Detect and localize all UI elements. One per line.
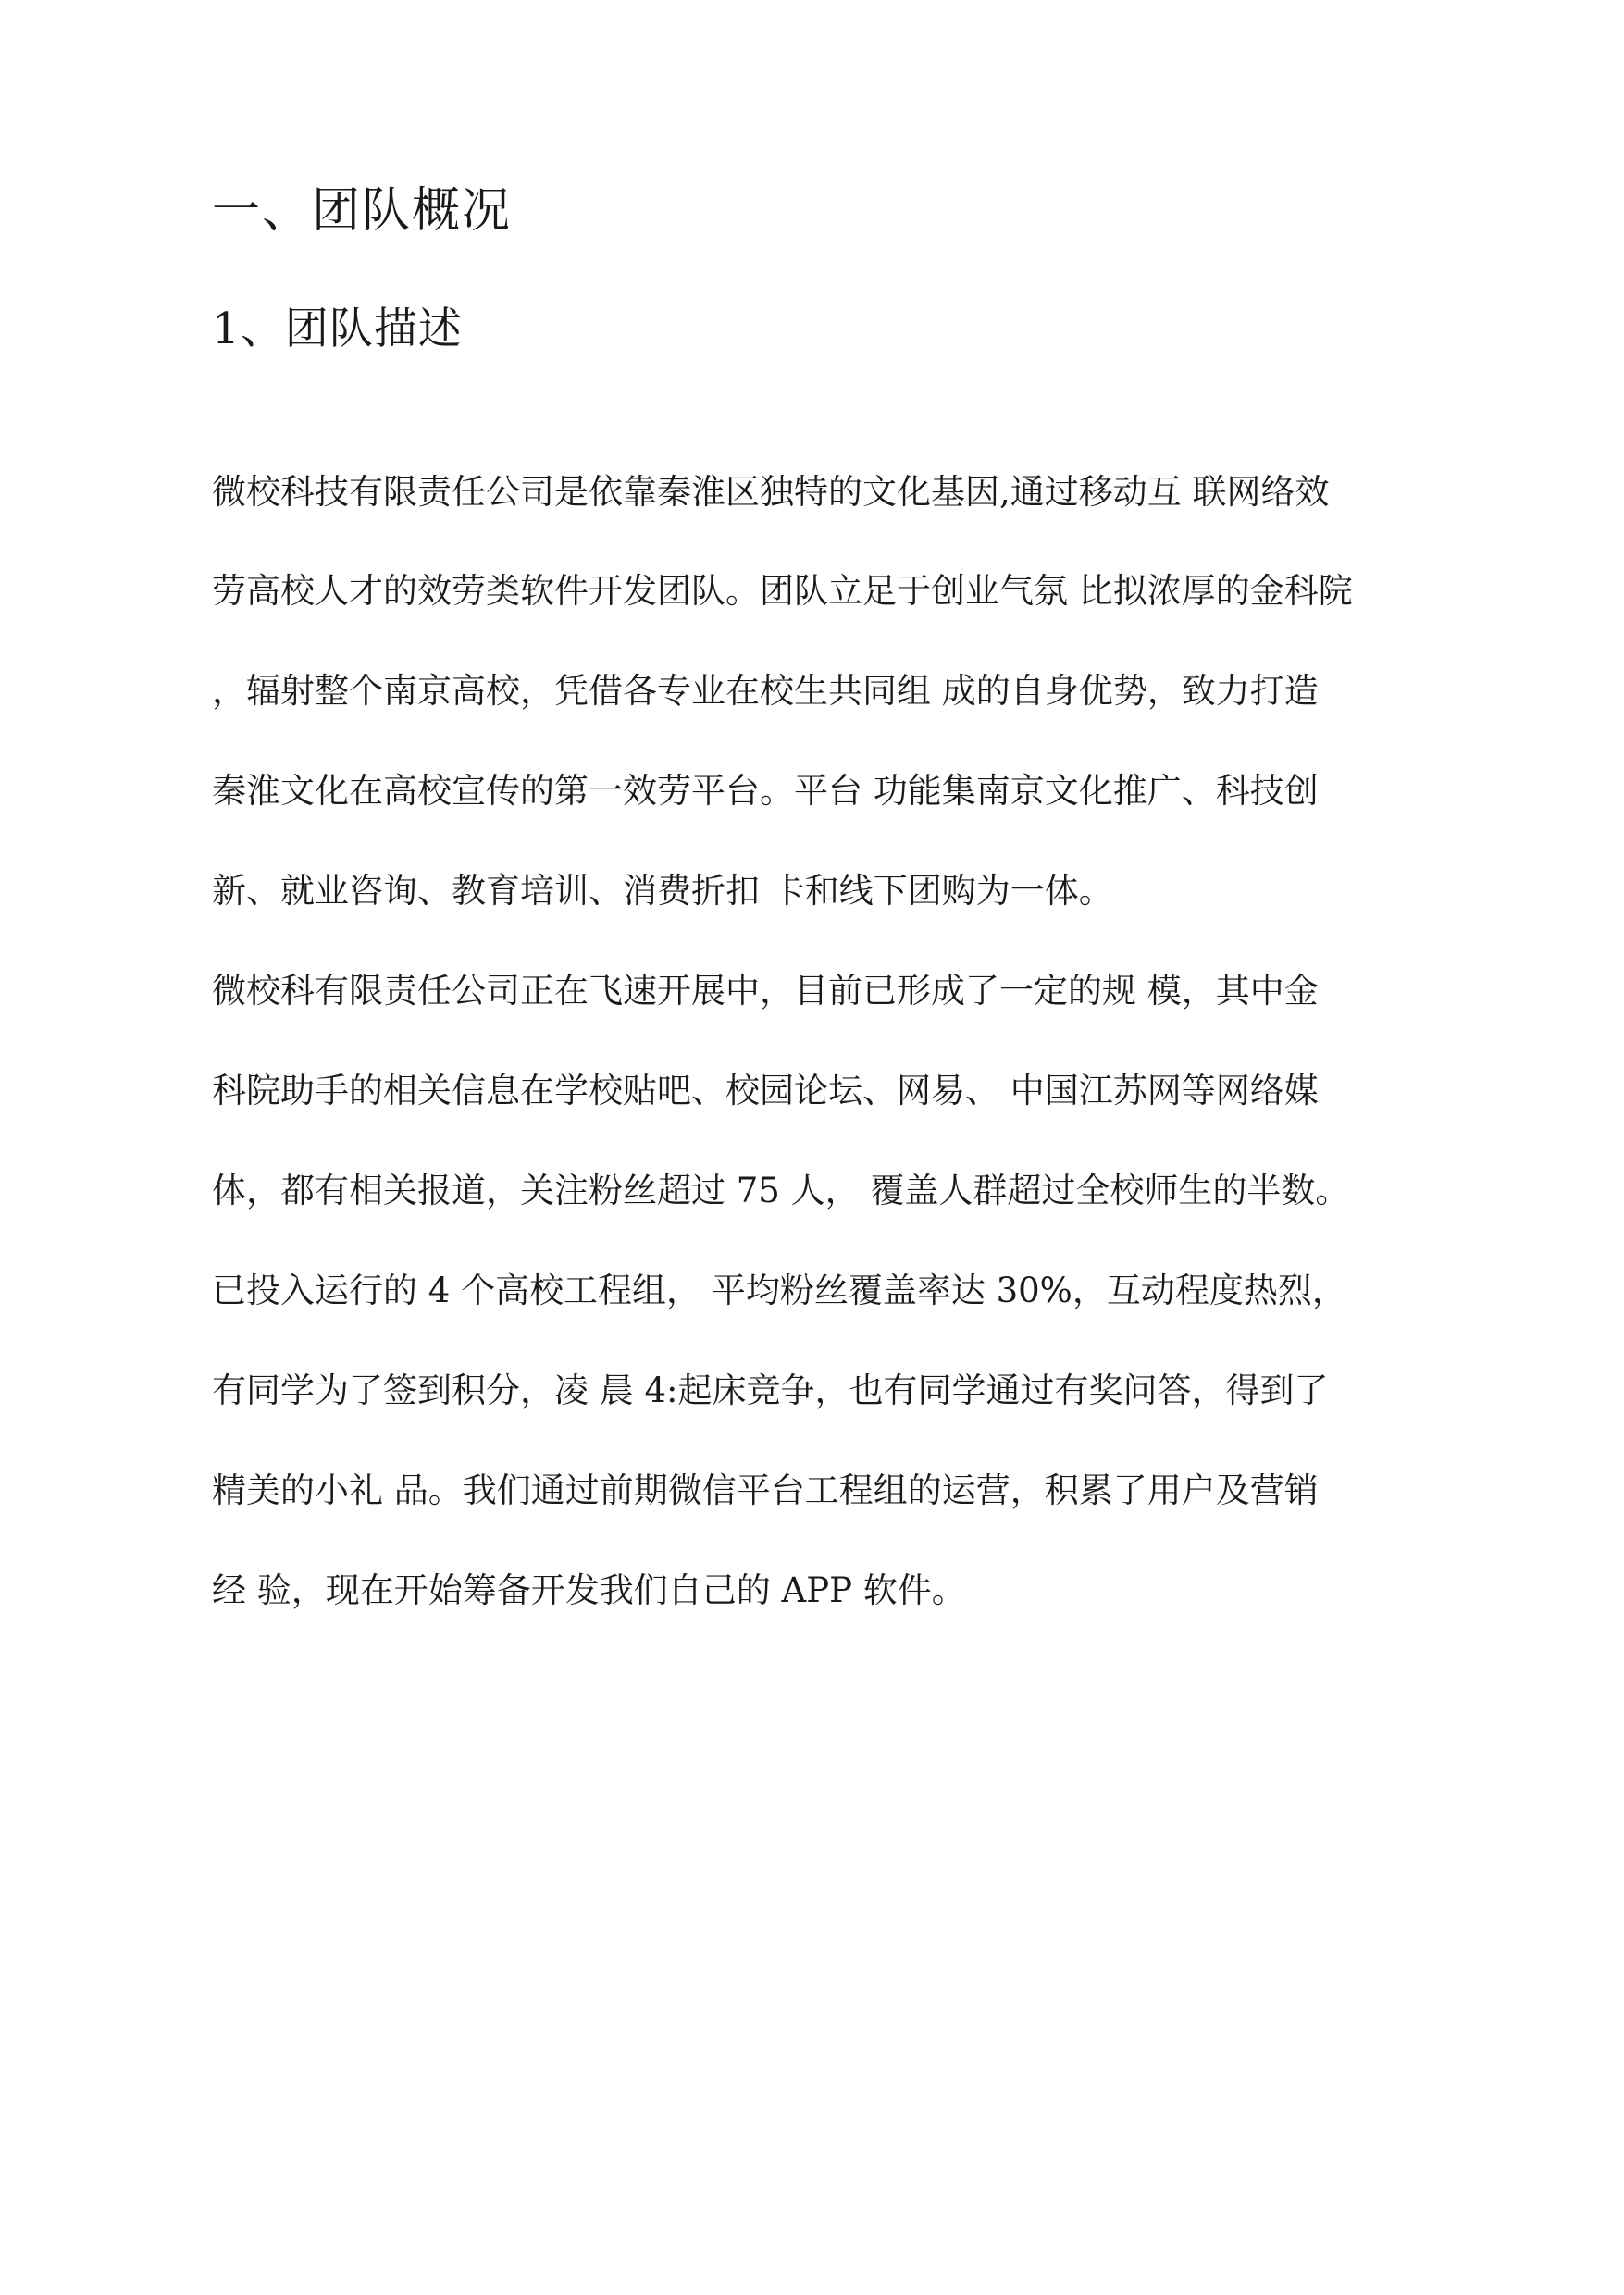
paragraph-line: 体，都有相关报道，关注粉丝超过 75 人， 覆盖人群超过全校师生的半数。 (212, 1171, 1350, 1210)
paragraph-line: ，辐射整个南京高校，凭借各专业在校生共同组 成的自身优势，致力打造 (212, 671, 1319, 711)
paragraph-line: 有同学为了签到积分，凌 晨 4:起床竞争，也有同学通过有奖问答，得到了 (212, 1371, 1329, 1410)
paragraph-line: 劳高校人才的效劳类软件开发团队。团队立足于创业气氛 比拟浓厚的金科院 (212, 571, 1353, 611)
paragraph-line: 科院助手的相关信息在学校贴吧、校园论坛、网易、 中国江苏网等网络媒 (212, 1071, 1319, 1110)
section-heading: 一、团队概况 (212, 183, 513, 239)
paragraph-line: 秦淮文化在高校宣传的第一效劳平台。平台 功能集南京文化推广、科技创 (212, 771, 1319, 811)
subsection-heading: 1、团队描述 (212, 304, 463, 354)
paragraph-line: 经 验，现在开始筹备开发我们自己的 APP 软件。 (212, 1570, 966, 1610)
paragraph-line: 微校科有限责任公司正在飞速开展中，目前已形成了一定的规 模，其中金 (212, 971, 1319, 1011)
paragraph-line: 微校科技有限责任公司是依靠秦淮区独特的文化基因,通过移动互 联网络效 (212, 472, 1330, 512)
paragraph-line: 新、就业咨询、教育培训、消费折扣 卡和线下团购为一体。 (212, 871, 1113, 911)
paragraph-line: 精美的小礼 品。我们通过前期微信平台工程组的运营，积累了用户及营销 (212, 1470, 1319, 1510)
paragraph-line: 已投入运行的 4 个高校工程组， 平均粉丝覆盖率达 30%，互动程度热烈， (212, 1271, 1346, 1310)
